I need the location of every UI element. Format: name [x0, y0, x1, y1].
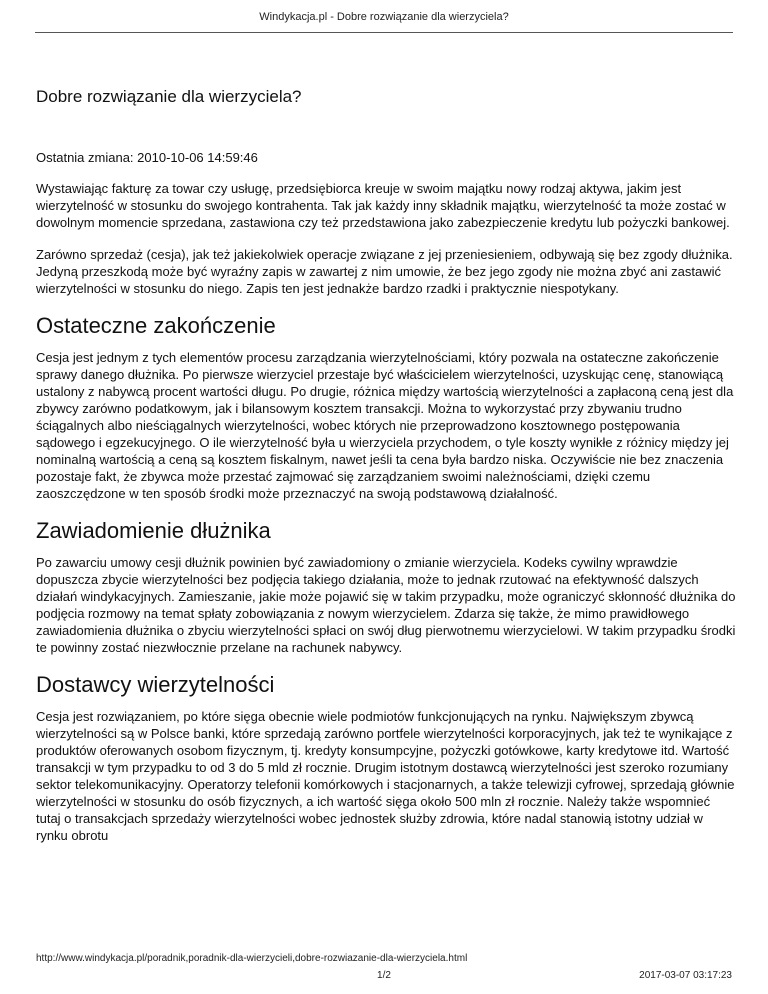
running-header: Windykacja.pl - Dobre rozwiązanie dla wierzyciela? — [259, 11, 509, 23]
section-heading-debt-suppliers: Dostawcy wierzytelności — [36, 672, 275, 697]
section-heading-debtor-notification: Zawiadomienie dłużnika — [36, 518, 271, 543]
section-heading-final-closure: Ostateczne zakończenie — [36, 313, 276, 338]
print-timestamp: 2017-03-07 03:17:23 — [639, 970, 732, 981]
intro-paragraph-1: Wystawiając fakturę za towar czy usługę, przedsiębiorca kreuje w swoim majątku nowy rodzaj aktywa, jakim jest wierzytelność w stosunku do swojego kontrahenta. Tak jak każdy inny składnik majątku, wierzytelność ta może zostać w dowolnym momencie sprzedana, zastawiona czy też przedstawiona jako zabezpieczenie kredytu lub pożyczki bankowej. — [36, 181, 730, 230]
footer-url: http://www.windykacja.pl/poradnik,poradnik-dla-wierzycieli,dobre-rozwiazanie-dla-wierzyciela.html — [36, 953, 468, 964]
article-title: Dobre rozwiązanie dla wierzyciela? — [36, 87, 302, 106]
section-2-paragraph: Po zawarciu umowy cesji dłużnik powinien być zawiadomiony o zmianie wierzyciela. Kodeks cywilny wprawdzie dopuszcza zbycie wierzytelności bez podjęcia takiego działania, może to jednak rzutować na efektywność dalszych działań windykacyjnych. Zamieszanie, jakie może pojawić się w takim przypadku, może ograniczyć skłonność dłużnika do podjęcia rozmowy na temat spłaty zobowiązania z nowym wierzycielem. Zdarza się także, że mimo prawidłowego zawiadomienia dłużnika o zbyciu wierzytelności spłaci on swój dług pierwotnemu wierzycielowi. W takim przypadku środki te powinny zostać niezwłocznie przelane na rachunek nabywcy. — [36, 555, 736, 655]
last-modified: Ostatnia zmiana: 2010-10-06 14:59:46 — [36, 150, 258, 165]
page-number: 1/2 — [377, 970, 391, 981]
article-body — [36, 86, 736, 859]
section-1-paragraph: Cesja jest jednym z tych elementów procesu zarządzania wierzytelnościami, który pozwala na ostateczne zakończenie sprawy danego dłużnika. Po pierwsze wierzyciel przestaje być właścicielem wierzytelności, uzyskując cenę, stanowiącą ustalony z nabywcą procent wartości długu. Po drugie, różnica między wartością wierzytelności a zapłaconą ceną jest dla zbywcy zarówno podatkowym, jak i bilansowym kosztem transakcji. Można to wykorzystać przy zbywaniu trudno ściągalnych albo nieściągalnych wierzytelności, wobec których nie przeprowadzono kosztownego postępowania sądowego i egzekucyjnego. O ile wierzytelność była u wierzyciela przychodem, o tyle koszty wynikłe z różnicy między jej nominalną wartością a ceną są kosztem fiskalnym, nawet jeśli ta cena była bardzo niska. Oczywiście nie bez znaczenia pozostaje fakt, że zbywca może przestać zajmować się zarządzaniem swoimi należnościami, dzięki czemu zaoszczędzone w ten sposób środki może przeznaczyć na swoją podstawową działalność. — [36, 350, 734, 501]
header-divider — [35, 32, 733, 33]
intro-paragraph-2: Zarówno sprzedaż (cesja), jak też jakiekolwiek operacje związane z jej przeniesieniem, odbywają się bez zgody dłużnika. Jedyną przeszkodą może być wyraźny zapis w zawartej z nim umowie, że bez jego zgody nie można zbyć ani zastawić wierzytelności w stosunku do niego. Zapis ten jest jednakże bardzo rzadki i praktycznie niespotykany. — [36, 247, 733, 296]
section-3-paragraph: Cesja jest rozwiązaniem, po które sięga obecnie wiele podmiotów funkcjonujących na rynku. Największym zbywcą wierzytelności są w Polsce banki, które sprzedają zarówno portfele wierzytelności korporacyjnych, jak też te wynikające z produktów oferowanych osobom fizycznym, tj. kredyty konsumpcyjne, pożyczki gotówkowe, karty kredytowe itd. Wartość transakcji w tym przypadku to od 3 do 5 mld zł rocznie. Drugim istotnym dostawcą wierzytelności jest szeroko rozumiany sektor telekomunikacyjny. Operatorzy telefonii komórkowych i stacjonarnych, a także telewizji cyfrowej, sprzedają głównie wierzytelności w stosunku do osób fizycznych, a ich wartość sięga około 500 mln zł rocznie. Należy także wspomnieć tutaj o transakcjach sprzedaży wierzytelności wobec jednostek służby zdrowia, które nadal stanowią istotny udział w rynku obrotu — [36, 709, 735, 843]
